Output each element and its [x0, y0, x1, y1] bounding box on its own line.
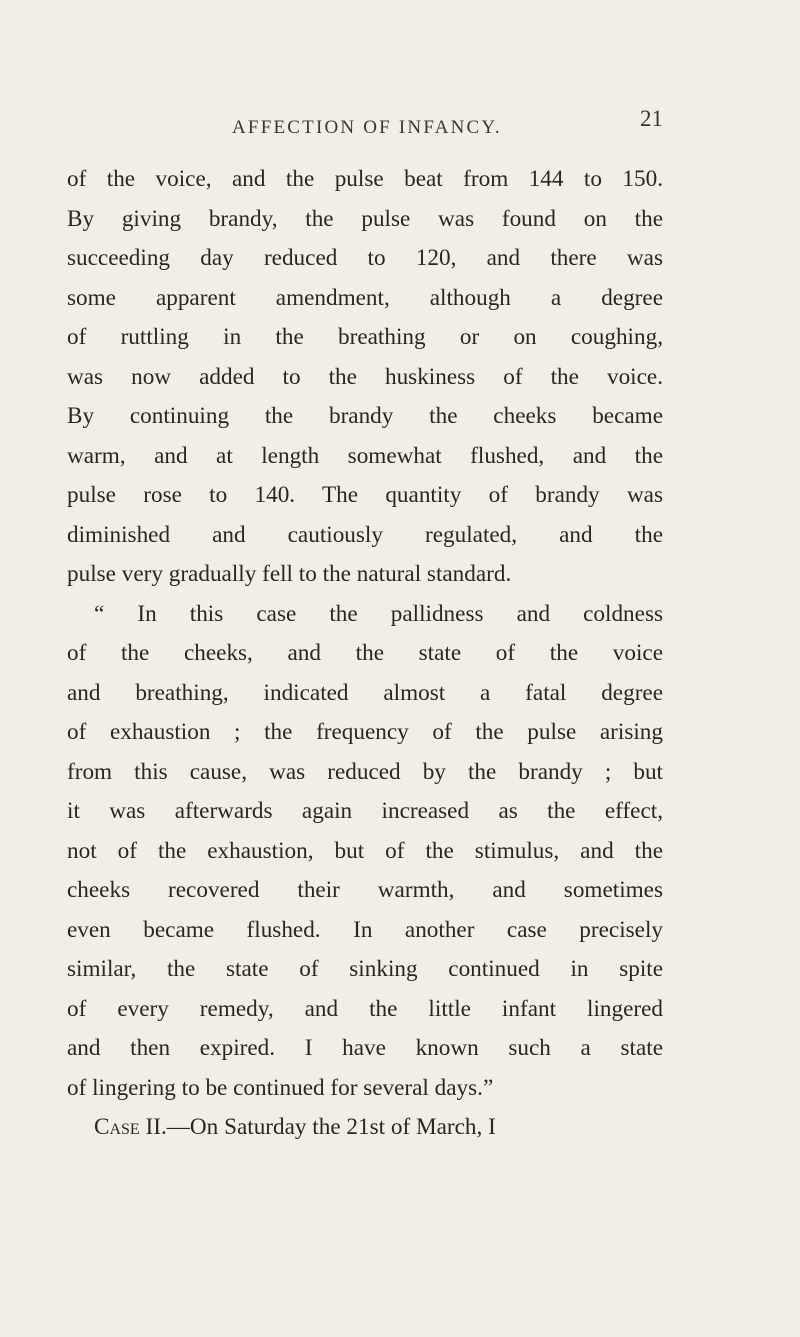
- text-line: diminished and cautiously regulated, and the: [67, 521, 663, 548]
- body-text: [67, 160, 663, 1148]
- text-line: of the cheeks, and the state of the voice: [67, 640, 663, 666]
- text-line: of the voice, and the pulse beat from 144 to 150.: [67, 166, 663, 192]
- text-line: similar, the state of sinking continued in spite: [67, 956, 663, 982]
- text-line: cheeks recovered their warmth, and sometimes: [67, 877, 663, 903]
- text-line: from this cause, was reduced by the brandy ; but: [67, 758, 663, 785]
- text-line: some apparent amendment, although a degree: [67, 284, 663, 311]
- text-line: was now added to the huskiness of the voice.: [67, 363, 663, 390]
- text-line: of every remedy, and the little infant lingered: [67, 995, 663, 1022]
- text-line: By giving brandy, the pulse was found on the: [67, 205, 663, 232]
- text-line: of ruttling in the breathing or on coughing,: [67, 324, 663, 350]
- running-title: AFFECTION OF INFANCY.: [232, 117, 502, 138]
- text-line: pulse rose to 140. The quantity of brandy was: [67, 482, 663, 508]
- text-line: “ In this case the pallidness and coldness: [94, 600, 663, 627]
- case-text: II.—On Saturday the 21st of March, I: [139, 1114, 496, 1140]
- text-line: not of the exhaustion, but of the stimulus, and the: [67, 837, 663, 864]
- text-line: of exhaustion ; the frequency of the pulse arising: [67, 719, 663, 745]
- text-line: and breathing, indicated almost a fatal degree: [67, 679, 663, 706]
- text-line: even became flushed. In another case precisely: [67, 916, 663, 943]
- text-line: pulse very gradually fell to the natural standard.: [67, 561, 512, 587]
- case-label: Case: [94, 1114, 140, 1140]
- text-line: and then expired. I have known such a state: [67, 1035, 663, 1061]
- case-heading-line: [67, 1108, 663, 1148]
- text-line: it was afterwards again increased as the effect,: [67, 798, 663, 824]
- text-line: succeeding day reduced to 120, and there was: [67, 245, 663, 271]
- page-number: 21: [640, 106, 663, 131]
- text-line: By continuing the brandy the cheeks became: [67, 403, 663, 429]
- text-line: warm, and at length somewhat flushed, and the: [67, 442, 663, 469]
- text-line: of lingering to be continued for several days.”: [67, 1074, 494, 1101]
